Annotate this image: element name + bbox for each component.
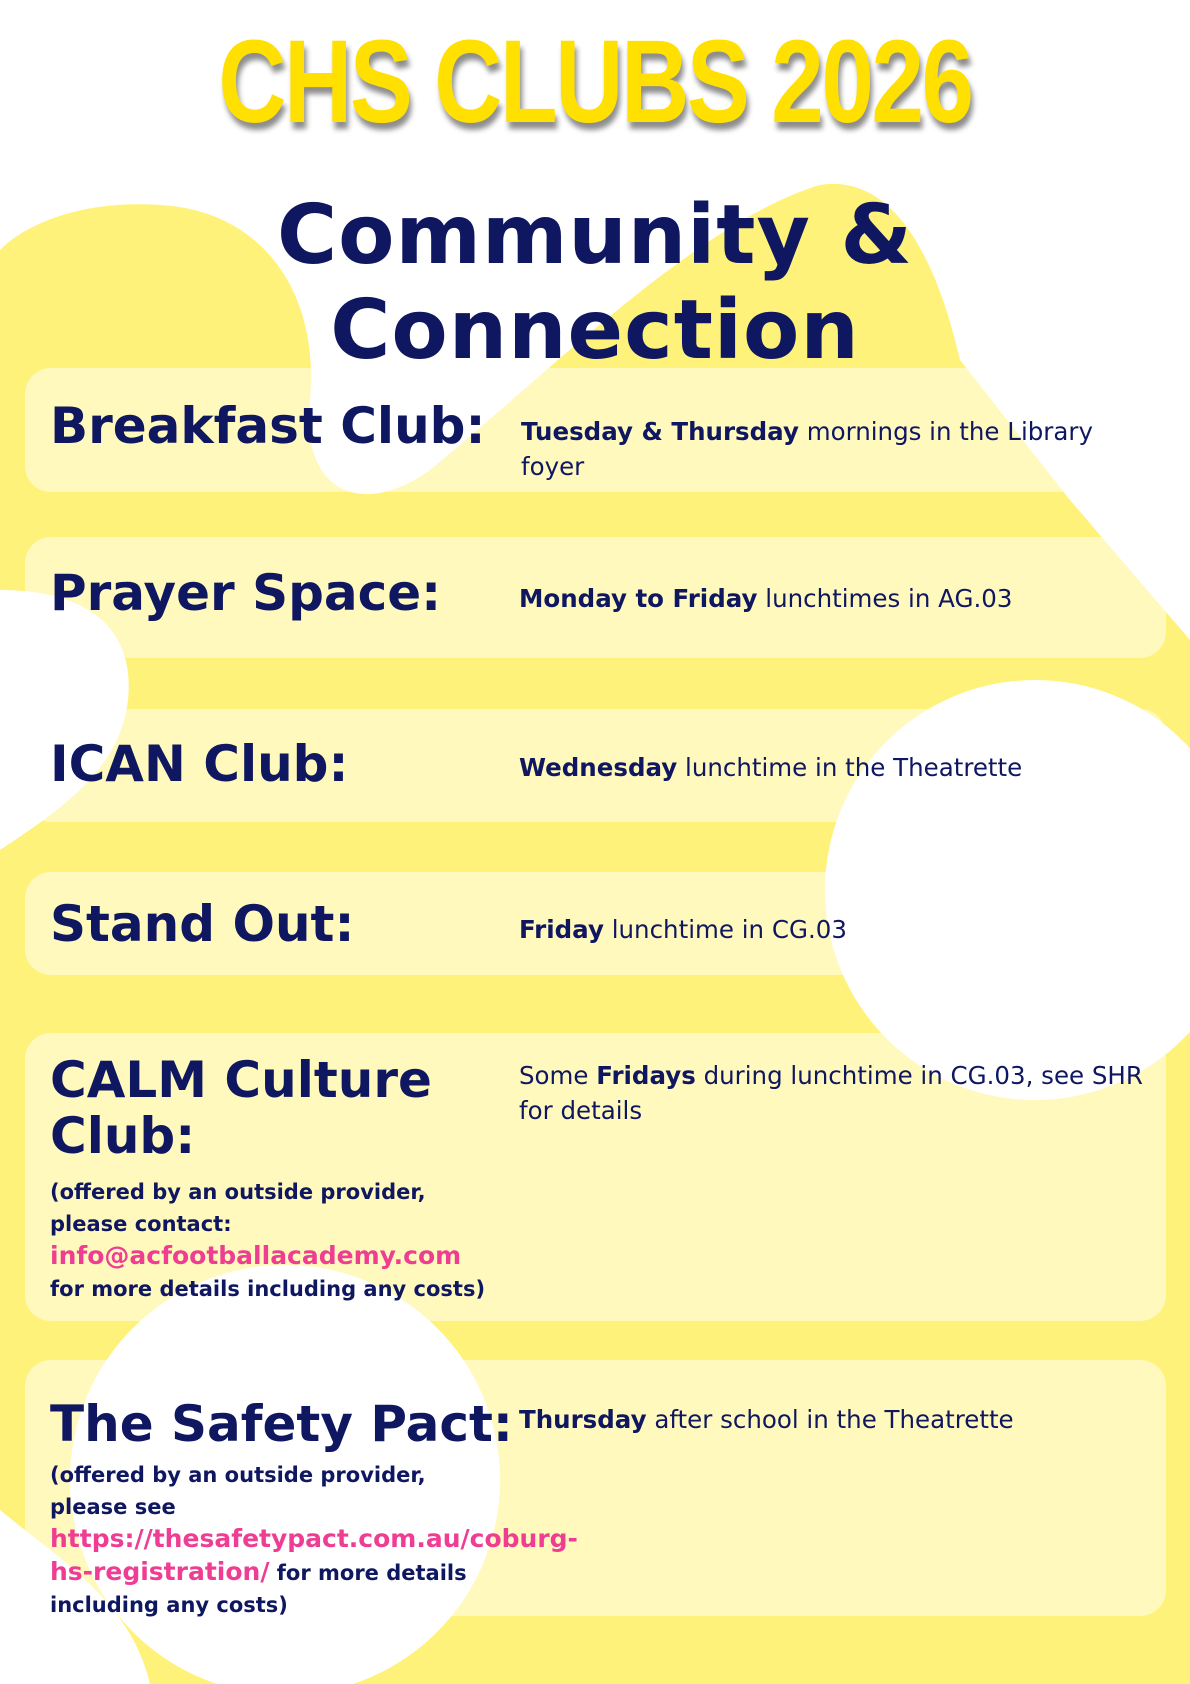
provider-email-link[interactable]: info@acfootballacademy.com — [50, 1241, 462, 1270]
safety-pact-registration-link[interactable]: https://thesafetypact.com.au/coburg-hs-registration/ — [50, 1524, 578, 1586]
club-name-prayer: Prayer Space: — [50, 564, 442, 622]
club-name-ican: ICAN Club: — [50, 735, 349, 793]
club-schedule-ican: Wednesday lunchtime in the Theatrette — [519, 753, 1023, 782]
club-name-standout: Stand Out: — [50, 895, 355, 953]
club-name-calm: CALM Culture Club: — [50, 1051, 432, 1165]
club-name-breakfast: Breakfast Club: — [50, 397, 486, 455]
page-title: CHS CLUBS 2026 — [218, 16, 972, 148]
page-subtitle: Community & Connection — [277, 188, 913, 378]
club-note-calm: (offered by an outside provider, please contact: info@acfootballacademy.com for more details including any costs) — [50, 1180, 486, 1301]
club-note-safety-pact: (offered by an outside provider, please see https://thesafetypact.com.au/coburg-hs-registration/ for more details including any costs) — [50, 1463, 578, 1617]
club-name-safety-pact: The Safety Pact: — [50, 1395, 513, 1453]
club-schedule-standout: Friday lunchtime in CG.03 — [519, 915, 847, 944]
club-schedule-safety-pact: Thursday after school in the Theatrette — [519, 1405, 1014, 1434]
club-schedule-prayer: Monday to Friday lunchtimes in AG.03 — [519, 584, 1013, 613]
club-schedule-breakfast: Tuesday & Thursday mornings in the Library foyer — [521, 417, 1093, 481]
club-schedule-calm: Some Fridays during lunchtime in CG.03, see SHR for details — [519, 1061, 1143, 1125]
